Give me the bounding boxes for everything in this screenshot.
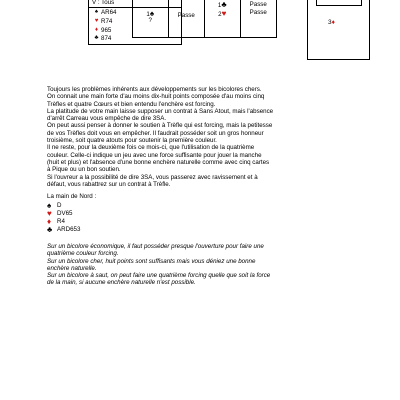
north-cards: R4 (57, 218, 65, 226)
diamond-icon: ♦ (331, 19, 335, 26)
explanation-text (47, 86, 377, 188)
paragraph-line: Trèfles et quatre Cœurs et bien entendu l'enchère est forcing. (47, 100, 216, 108)
club-icon: ♣ (47, 225, 53, 234)
spade-icon: ♠ (94, 9, 99, 15)
summary-line: enchère naturelle. (47, 264, 97, 272)
summary-line: de la main, si aucune enchère naturelle n'est possible. (47, 279, 196, 287)
hand-cards: AR64 (101, 9, 117, 16)
paragraph-line: Il ne reste, pour la deuxième fois ce mois-ci, que l'utilisation de la quatrième (47, 144, 255, 152)
bidding-column-north (169, 0, 206, 37)
paragraph-line: d'arrêt Carreau vous empêche de dire 3SA. (47, 115, 167, 123)
north-row-clubs (47, 226, 377, 234)
bid-cell: 2♥ (218, 9, 227, 18)
paragraph-line: La platitude de votre main laisse supposer un contrat à Sans Atout, mais l'absence (47, 107, 274, 115)
heart-icon: ♥ (221, 9, 227, 18)
answer-bid: 3♦ (328, 19, 335, 26)
paragraph-line: troisième, soit quatre atouts pour soutenir la première couleur. (47, 137, 217, 145)
summary-line: Sur un bicolore cher, huit points sont suffisants mais vous déniez une bonne (47, 257, 256, 265)
north-hand-suits (47, 202, 377, 234)
hand-cards: 965 (101, 27, 112, 34)
bidding-column-east (205, 0, 241, 37)
bidding-table (132, 0, 277, 38)
club-icon: ♣ (221, 0, 227, 9)
paragraph-line: Toujours les problèmes inhérents aux développements sur les bicolores chers. (47, 86, 262, 93)
north-cards: D (57, 202, 62, 210)
north-row-hearts (47, 210, 377, 218)
paragraph-line: couleur. Celle-ci indique un jeu avec une force suffisante pour jouer la manche (47, 151, 262, 159)
diamond-icon: ♦ (94, 27, 99, 33)
bidding-column-west (133, 0, 169, 37)
diagram-inner-box (316, 0, 362, 6)
paragraph-line: (huit et plus) et l'absence d'une bonne enchère naturelle comme avec cinq cartes (47, 158, 270, 166)
answer-diagram (307, 0, 370, 60)
spade-icon: ♠ (149, 9, 155, 18)
hand-cards: R74 (101, 18, 113, 25)
north-row-diamonds (47, 218, 377, 226)
bid-cell: 1♣ (217, 0, 227, 9)
bid-cell: Passe (177, 12, 195, 19)
north-row-spades (47, 202, 377, 210)
diamond-icon: ♦ (47, 217, 52, 226)
bid-cell: 1♠ (146, 9, 155, 18)
summary-line: quatrième couleur forcing. (47, 250, 119, 258)
paragraph-line: à Pique ou un bon soutien. (47, 166, 121, 174)
north-hand (47, 193, 377, 200)
hand-cards: 874 (101, 35, 112, 42)
bidding-column-south (241, 0, 277, 37)
summary-text (47, 243, 377, 287)
paragraph-line: défaut, vous rabattrez sur un contrat à Trèfle. (47, 180, 171, 188)
heart-icon: ♥ (94, 18, 99, 24)
north-cards: ARD653 (57, 226, 81, 234)
paragraph-line: On connait une main forte d'au moins dix-huit points composée d'au moins cinq (47, 93, 265, 101)
bid-cell: Passe (249, 1, 267, 8)
north-hand-title: La main de Nord : (47, 193, 97, 200)
bid-cell: Passe (249, 9, 267, 16)
north-cards: DV65 (57, 210, 73, 218)
heart-icon: ♥ (47, 209, 52, 218)
bid-question: ? (148, 17, 152, 24)
club-icon: ♣ (94, 35, 99, 41)
summary-line: Sur un bicolore à saut, on peut faire une quatrième forcing quelle que soit la force (47, 272, 271, 280)
summary-line: Sur un bicolore économique, il faut posséder presque l'ouverture pour faire une (47, 243, 264, 250)
spade-icon: ♠ (47, 201, 52, 210)
paragraph-line: Si l'ouvreur a la possibilité de dire 3SA, vous passerez avec ravissement et à (47, 173, 258, 181)
paragraph-line: On peut aussi penser à donner le soutien à Trèfle qui est forcing, mais la petitesse (47, 122, 273, 130)
vulnerability-header: V : Tous (89, 0, 181, 8)
paragraph-line: de vos Trèfles doit vous en empêcher. Il faudrait posséder soit un gros honneur (47, 129, 264, 137)
